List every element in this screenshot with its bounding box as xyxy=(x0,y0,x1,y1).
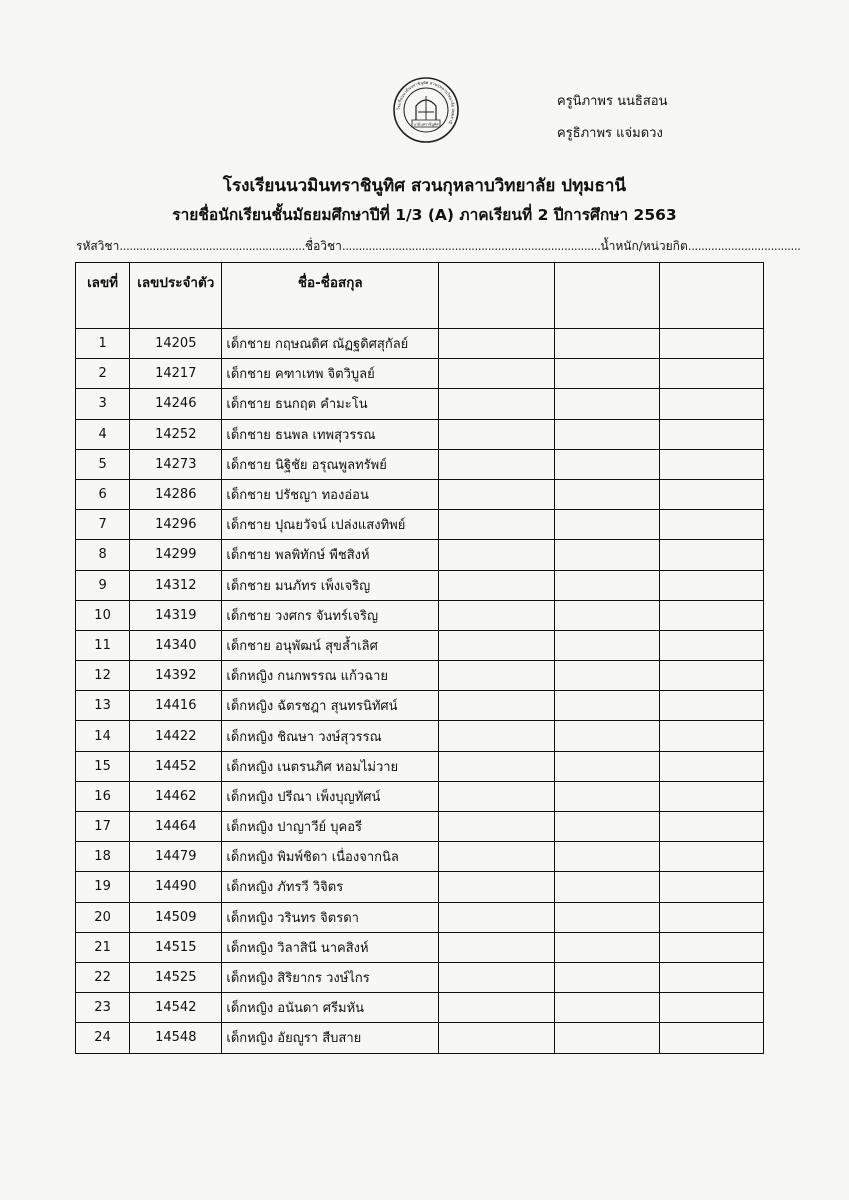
student-name: เด็กชาย กฤษณดิศ ณัฏฐดิศสุกัลย์ xyxy=(222,329,439,359)
student-name: เด็กชาย มนภัทร เพ็งเจริญ xyxy=(222,570,439,600)
student-name: เด็กหญิง ปาญาวีย์ บุคอรี xyxy=(222,812,439,842)
blank-cell xyxy=(439,842,555,872)
student-name: เด็กชาย นิฐิชัย อรุณพูลทรัพย์ xyxy=(222,449,439,479)
table-row xyxy=(76,691,764,721)
blank-cell xyxy=(659,570,763,600)
student-id: 14312 xyxy=(130,570,222,600)
table-row xyxy=(76,449,764,479)
blank-cell xyxy=(439,751,555,781)
blank-cell xyxy=(659,540,763,570)
table-header-row xyxy=(76,263,764,329)
student-id: 14542 xyxy=(130,993,222,1023)
blank-cell xyxy=(555,570,659,600)
blank-cell xyxy=(555,1023,659,1053)
table-row xyxy=(76,479,764,509)
student-id: 14416 xyxy=(130,691,222,721)
table-row xyxy=(76,419,764,449)
blank-cell xyxy=(439,932,555,962)
blank-cell xyxy=(555,510,659,540)
blank-cell xyxy=(439,691,555,721)
student-id: 14392 xyxy=(130,661,222,691)
student-id: 14217 xyxy=(130,359,222,389)
blank-cell xyxy=(659,751,763,781)
blank-cell xyxy=(659,691,763,721)
blank-cell xyxy=(659,812,763,842)
table-row xyxy=(76,993,764,1023)
row-number: 22 xyxy=(76,962,130,992)
row-number: 19 xyxy=(76,872,130,902)
blank-cell xyxy=(555,661,659,691)
roster-body xyxy=(76,329,764,1054)
student-id: 14286 xyxy=(130,479,222,509)
blank-cell xyxy=(659,510,763,540)
subject-name-label: ชื่อวิชา xyxy=(304,239,342,253)
blank-cell xyxy=(439,1023,555,1053)
table-row xyxy=(76,389,764,419)
student-name: เด็กหญิง ชิณษา วงษ์สุวรรณ xyxy=(222,721,439,751)
blank-cell xyxy=(555,359,659,389)
table-row xyxy=(76,842,764,872)
blank-cell xyxy=(659,1023,763,1053)
student-id: 14515 xyxy=(130,932,222,962)
row-number: 5 xyxy=(76,449,130,479)
blank-cell xyxy=(659,600,763,630)
blank-cell xyxy=(555,751,659,781)
header-name: ชื่อ-ชื่อสกุล xyxy=(222,263,439,329)
blank-cell xyxy=(439,419,555,449)
row-number: 13 xyxy=(76,691,130,721)
table-row xyxy=(76,540,764,570)
student-name: เด็กหญิง อนันดา ศรีมหัน xyxy=(222,993,439,1023)
row-number: 15 xyxy=(76,751,130,781)
blank-cell xyxy=(555,479,659,509)
blank-cell xyxy=(659,781,763,811)
student-id: 14299 xyxy=(130,540,222,570)
blank-cell xyxy=(439,510,555,540)
blank-cell xyxy=(555,389,659,419)
student-roster-table xyxy=(75,262,764,1054)
teacher-name-1: ครูนิภาพร นนธิสอน xyxy=(557,94,668,109)
blank-cell xyxy=(659,993,763,1023)
table-row xyxy=(76,812,764,842)
blank-cell xyxy=(659,630,763,660)
blank-cell xyxy=(555,781,659,811)
row-number: 8 xyxy=(76,540,130,570)
student-name: เด็กชาย ธนกฤต คำมะโน xyxy=(222,389,439,419)
student-name: เด็กหญิง วิลาสินี นาคสิงห์ xyxy=(222,932,439,962)
student-id: 14509 xyxy=(130,902,222,932)
header-blank-1 xyxy=(439,263,555,329)
student-id: 14479 xyxy=(130,842,222,872)
school-seal-icon xyxy=(392,76,460,144)
student-name: เด็กชาย พลพิทักษ์ พืชสิงห์ xyxy=(222,540,439,570)
blank-cell xyxy=(439,812,555,842)
table-row xyxy=(76,510,764,540)
student-name: เด็กหญิง วรินทร จิตรดา xyxy=(222,902,439,932)
student-id: 14464 xyxy=(130,812,222,842)
blank-cell xyxy=(439,993,555,1023)
header-blank-2 xyxy=(555,263,659,329)
row-number: 1 xyxy=(76,329,130,359)
table-row xyxy=(76,872,764,902)
row-number: 14 xyxy=(76,721,130,751)
student-name: เด็กชาย อนุพัฒน์ สุขล้ำเลิศ xyxy=(222,630,439,660)
student-id: 14296 xyxy=(130,510,222,540)
student-name: เด็กชาย คฑาเทพ จิตวิบูลย์ xyxy=(222,359,439,389)
table-row xyxy=(76,600,764,630)
blank-cell xyxy=(659,389,763,419)
blank-cell xyxy=(659,962,763,992)
table-row xyxy=(76,781,764,811)
student-id: 14319 xyxy=(130,600,222,630)
teacher-name-2: ครูธิภาพร แจ่มดวง xyxy=(557,126,663,141)
blank-cell xyxy=(439,872,555,902)
row-number: 23 xyxy=(76,993,130,1023)
blank-cell xyxy=(555,600,659,630)
blank-cell xyxy=(439,902,555,932)
table-row xyxy=(76,570,764,600)
blank-cell xyxy=(439,540,555,570)
blank-cell xyxy=(439,570,555,600)
row-number: 9 xyxy=(76,570,130,600)
student-id: 14246 xyxy=(130,389,222,419)
table-row xyxy=(76,661,764,691)
blank-cell xyxy=(439,329,555,359)
student-name: เด็กชาย ธนพล เทพสุวรรณ xyxy=(222,419,439,449)
row-number: 24 xyxy=(76,1023,130,1053)
blank-cell xyxy=(439,661,555,691)
student-id: 14252 xyxy=(130,419,222,449)
blank-cell xyxy=(555,872,659,902)
row-number: 2 xyxy=(76,359,130,389)
student-id: 14490 xyxy=(130,872,222,902)
header-no: เลขที่ xyxy=(76,263,130,329)
student-name: เด็กหญิง เนตรนภิศ หอมไม่วาย xyxy=(222,751,439,781)
student-id: 14452 xyxy=(130,751,222,781)
header-id: เลขประจำตัว xyxy=(130,263,222,329)
student-name: เด็กชาย ปรัชญา ทองอ่อน xyxy=(222,479,439,509)
table-row xyxy=(76,962,764,992)
blank-cell xyxy=(555,419,659,449)
student-id: 14548 xyxy=(130,1023,222,1053)
blank-cell xyxy=(659,902,763,932)
student-id: 14422 xyxy=(130,721,222,751)
student-name: เด็กหญิง ฉัตรชฎา สุนทรนิทัศน์ xyxy=(222,691,439,721)
student-name: เด็กหญิง ภัทรวี วิจิตร xyxy=(222,872,439,902)
student-name: เด็กหญิง ปรีณา เพ็งบุญทัศน์ xyxy=(222,781,439,811)
blank-cell xyxy=(659,359,763,389)
subject-fields: รหัสวิชา........................................................ชื่อวิชา..............................................................................น้ำหนัก/หน่วยกิต.................................. xyxy=(76,239,801,253)
table-row xyxy=(76,359,764,389)
blank-cell xyxy=(659,479,763,509)
row-number: 3 xyxy=(76,389,130,419)
student-id: 14525 xyxy=(130,962,222,992)
teacher-names xyxy=(557,86,667,150)
table-row xyxy=(76,721,764,751)
blank-cell xyxy=(555,329,659,359)
student-id: 14273 xyxy=(130,449,222,479)
blank-cell xyxy=(659,329,763,359)
blank-cell xyxy=(659,872,763,902)
blank-cell xyxy=(659,419,763,449)
row-number: 21 xyxy=(76,932,130,962)
blank-cell xyxy=(555,962,659,992)
blank-cell xyxy=(439,389,555,419)
blank-cell xyxy=(659,449,763,479)
blank-cell xyxy=(439,359,555,389)
student-name: เด็กหญิง อัยญูรา สืบสาย xyxy=(222,1023,439,1053)
blank-cell xyxy=(555,449,659,479)
student-name: เด็กหญิง สิริยากร วงษ์ไกร xyxy=(222,962,439,992)
header-blank-3 xyxy=(659,263,763,329)
row-number: 10 xyxy=(76,600,130,630)
blank-cell xyxy=(659,842,763,872)
student-id: 14340 xyxy=(130,630,222,660)
weight-label: น้ำหนัก/หน่วยกิต xyxy=(600,239,688,253)
blank-cell xyxy=(555,630,659,660)
table-row xyxy=(76,932,764,962)
row-number: 20 xyxy=(76,902,130,932)
table-row xyxy=(76,902,764,932)
blank-cell xyxy=(555,721,659,751)
student-name: เด็กหญิง กนกพรรณ แก้วฉาย xyxy=(222,661,439,691)
student-name: เด็กหญิง พิมพ์ชิดา เนื่องจากนิล xyxy=(222,842,439,872)
student-name: เด็กชาย วงศกร จันทร์เจริญ xyxy=(222,600,439,630)
table-row xyxy=(76,1023,764,1053)
blank-cell xyxy=(555,540,659,570)
blank-cell xyxy=(439,962,555,992)
student-id: 14462 xyxy=(130,781,222,811)
blank-cell xyxy=(439,721,555,751)
blank-cell xyxy=(659,721,763,751)
student-id: 14205 xyxy=(130,329,222,359)
subject-code-label: รหัสวิชา xyxy=(76,239,120,253)
blank-cell xyxy=(555,902,659,932)
blank-cell xyxy=(439,600,555,630)
blank-cell xyxy=(439,781,555,811)
row-number: 17 xyxy=(76,812,130,842)
blank-cell xyxy=(439,449,555,479)
blank-cell xyxy=(555,842,659,872)
school-title: โรงเรียนนวมินทราชินูทิศ สวนกุหลาบวิทยาลัย ปทุมธานี xyxy=(222,176,627,196)
table-row xyxy=(76,329,764,359)
blank-cell xyxy=(659,661,763,691)
row-number: 16 xyxy=(76,781,130,811)
blank-cell xyxy=(555,993,659,1023)
row-number: 18 xyxy=(76,842,130,872)
seal-ring-text: โรงเรียนนวมินทราชินูทิศ สวนกุหลาบวิทยาลัย ปทุมธานี xyxy=(395,79,457,125)
blank-cell xyxy=(555,932,659,962)
table-row xyxy=(76,630,764,660)
student-name: เด็กชาย ปุณยวัจน์ เปล่งแสงทิพย์ xyxy=(222,510,439,540)
blank-cell xyxy=(555,691,659,721)
row-number: 4 xyxy=(76,419,130,449)
blank-cell xyxy=(439,479,555,509)
row-number: 12 xyxy=(76,661,130,691)
blank-cell xyxy=(555,812,659,842)
row-number: 11 xyxy=(76,630,130,660)
class-title: รายชื่อนักเรียนชั้นมัธยมศึกษาปีที่ 1/3 (A) ภาคเรียนที่ 2 ปีการศึกษา 2563 xyxy=(172,206,677,224)
seal-inner-text: นวมินทราชินูทิศ xyxy=(413,122,439,127)
table-row xyxy=(76,751,764,781)
blank-cell xyxy=(659,932,763,962)
row-number: 6 xyxy=(76,479,130,509)
row-number: 7 xyxy=(76,510,130,540)
blank-cell xyxy=(439,630,555,660)
